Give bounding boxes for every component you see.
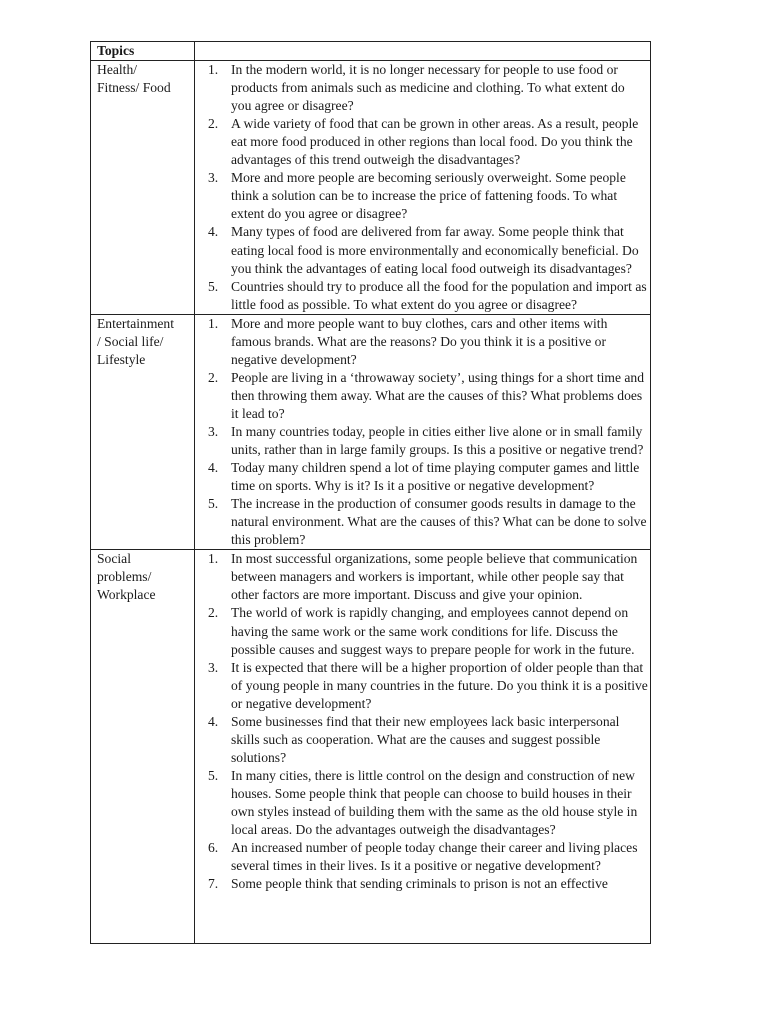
topics-header: Topics xyxy=(91,42,195,61)
list-item xyxy=(201,550,650,604)
list-item xyxy=(201,713,650,767)
questions-cell xyxy=(195,550,651,944)
question-text: A wide variety of food that can be grown in other areas. As a result, people eat more food produced in other regions than local food. Do you think the advantages of this trend outweigh the disadvantages? xyxy=(231,116,639,168)
question-text: Some businesses find that their new employees lack basic interpersonal skills such as cooperation. What are the causes and suggest possible solutions? xyxy=(231,713,620,765)
list-item xyxy=(201,61,650,115)
item-number: 6. xyxy=(208,840,219,856)
question-list xyxy=(201,315,650,550)
list-item xyxy=(201,115,650,169)
question-text: Some people think that sending criminals to prison is not an effective xyxy=(231,876,608,892)
question-text: In many cities, there is little control on the design and construction of new houses. Some people think that people can choose to build houses in their own styles instead of building them with the same as the old house style in local areas. Do the advantages outweigh the disadvantages? xyxy=(231,767,638,838)
item-number: 2. xyxy=(208,369,219,385)
question-text: The world of work is rapidly changing, and employees cannot depend on having the same work or the same work conditions for life. Discuss the possible causes and suggest ways to prepare people for work in the future. xyxy=(231,605,635,657)
list-item xyxy=(201,223,650,277)
item-number: 7. xyxy=(208,876,219,892)
questions-header xyxy=(195,42,651,61)
item-number: 4. xyxy=(208,460,219,476)
question-text: People are living in a ‘throwaway society’, using things for a short time and then throwing them away. What are the causes of this? What problems does it lead to? xyxy=(231,369,645,421)
question-text: Many types of food are delivered from far away. Some people think that eating local food is more environmentally and economically beneficial. Do you think the advantages of eating local food outweigh its disadvantages? xyxy=(231,224,639,276)
topic-cell: Health/ Fitness/ Food xyxy=(91,61,195,315)
item-number: 2. xyxy=(208,116,219,132)
question-list xyxy=(201,550,650,893)
item-number: 3. xyxy=(208,659,219,675)
item-number: 2. xyxy=(208,605,219,621)
item-number: 4. xyxy=(208,713,219,729)
item-number: 1. xyxy=(208,62,219,78)
table-row xyxy=(91,314,651,550)
item-number: 5. xyxy=(208,278,219,294)
question-list xyxy=(201,61,650,314)
topics-table xyxy=(90,41,651,944)
question-text: An increased number of people today change their career and living places several times in their lives. Is it a positive or negative development? xyxy=(231,840,638,874)
list-item xyxy=(201,423,650,459)
list-item xyxy=(201,767,650,839)
item-number: 5. xyxy=(208,496,219,512)
topic-cell: Entertainment / Social life/ Lifestyle xyxy=(91,314,195,550)
list-item xyxy=(201,604,650,658)
list-item xyxy=(201,315,650,369)
question-text: In the modern world, it is no longer necessary for people to use food or products from animals such as medicine and clothing. To what extent do you agree or disagree? xyxy=(231,62,625,114)
questions-cell xyxy=(195,61,651,315)
item-number: 1. xyxy=(208,315,219,331)
question-text: More and more people want to buy clothes, cars and other items with famous brands. What are the reasons? Do you think it is a positive or negative development? xyxy=(231,315,608,367)
item-number: 1. xyxy=(208,551,219,567)
table-row xyxy=(91,61,651,315)
list-item xyxy=(201,278,650,314)
question-text: It is expected that there will be a higher proportion of older people than that of young people in many countries in the future. Do you think it is a positive or negative development? xyxy=(231,659,648,711)
list-item xyxy=(201,459,650,495)
questions-cell xyxy=(195,314,651,550)
list-item xyxy=(201,169,650,223)
topic-cell: Social problems/ Workplace xyxy=(91,550,195,944)
list-item xyxy=(201,659,650,713)
question-text: In most successful organizations, some people believe that communication between managers and workers is important, while other people say that other factors are more important. Discuss and give your opinion. xyxy=(231,551,638,603)
question-text: In many countries today, people in cities either live alone or in small family units, rather than in large family groups. Is this a positive or negative trend? xyxy=(231,423,644,458)
item-number: 4. xyxy=(208,224,219,240)
question-text: Today many children spend a lot of time playing computer games and little time on sports. Why is it? Is it a positive or negative development? xyxy=(231,460,640,494)
list-item xyxy=(201,495,650,549)
question-text: Countries should try to produce all the food for the population and import as little food as possible. To what extent do you agree or disagree? xyxy=(231,278,647,312)
list-item xyxy=(201,875,650,893)
cell-clip xyxy=(201,550,650,943)
question-text: More and more people are becoming seriously overweight. Some people think a solution can be to increase the price of fattening foods. To what extent do you agree or disagree? xyxy=(231,170,626,222)
item-number: 3. xyxy=(208,170,219,186)
list-item xyxy=(201,369,650,423)
table-row xyxy=(91,550,651,944)
item-number: 3. xyxy=(208,423,219,439)
question-text: The increase in the production of consumer goods results in damage to the natural environment. What are the causes of this? What can be done to solve this problem? xyxy=(231,496,647,548)
list-item xyxy=(201,839,650,875)
table-header-row xyxy=(91,42,651,61)
item-number: 5. xyxy=(208,767,219,783)
